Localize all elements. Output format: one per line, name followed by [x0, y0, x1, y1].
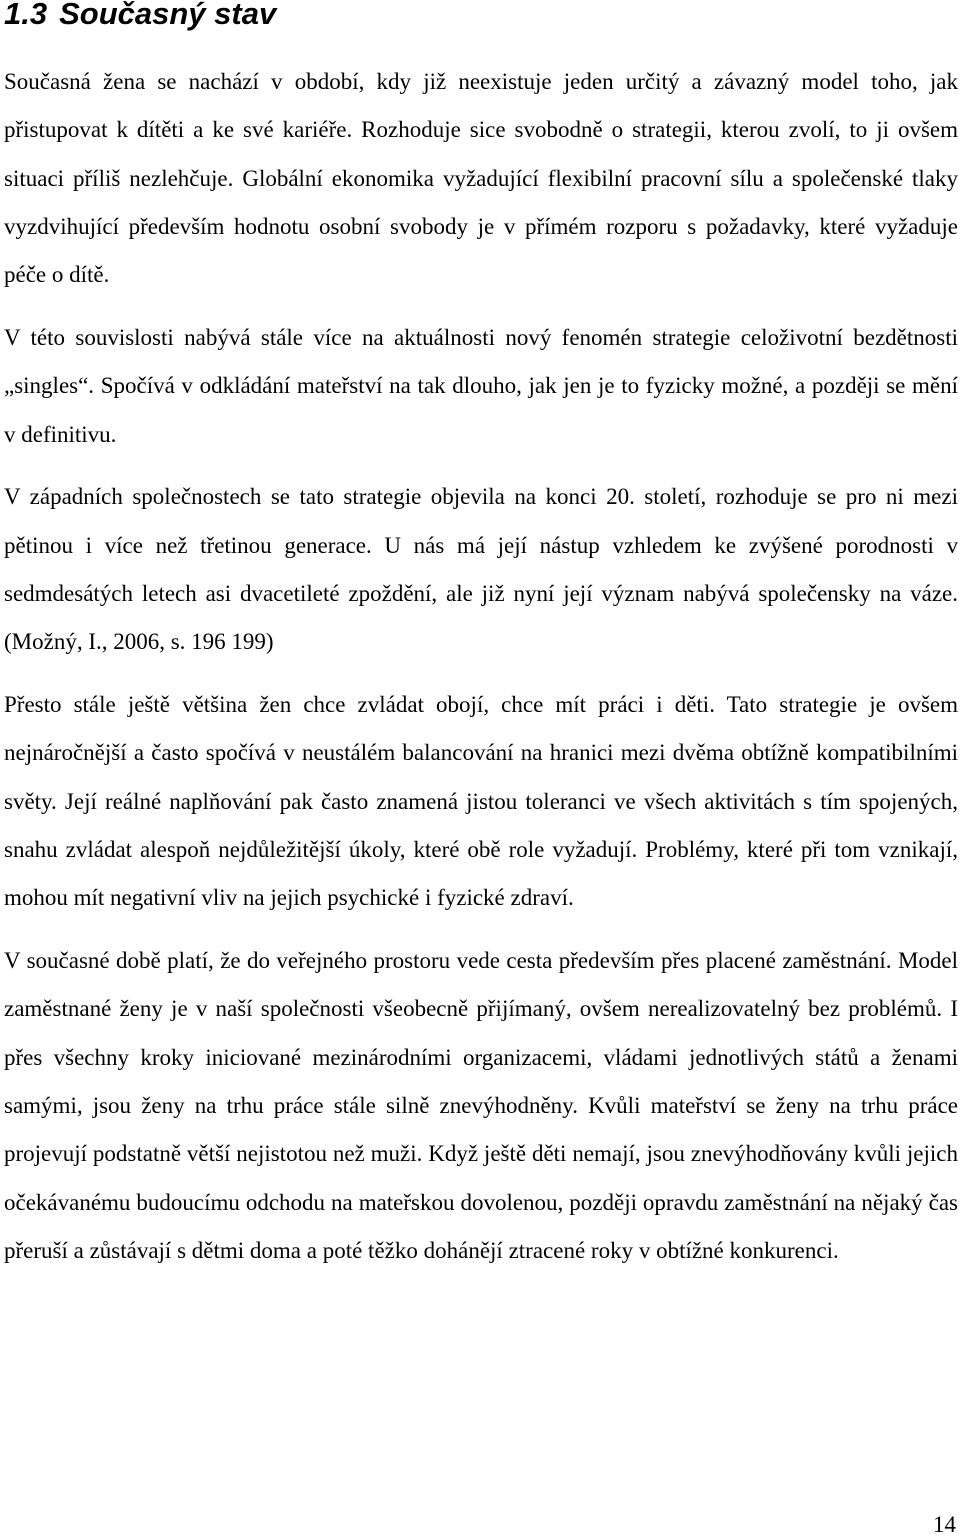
paragraph-2: V této souvislosti nabývá stále více na aktuálnosti nový fenomén strategie celoživotní bezdětnosti „singles“. Spočívá v odkládání mateřství na tak dlouho, jak jen je to fyzicky možné, a později se mění v definitivu.	[4, 324, 958, 447]
body-text	[4, 58, 958, 1290]
paragraph-5: V současné době platí, že do veřejného prostoru vede cesta především přes placené zaměstnání. Model zaměstnané ženy je v naší společnosti všeobecně přijímaný, ovšem nerealizovatelný bez problémů. I přes všechny kroky iniciované mezinárodními organizacemi, vládami jednotlivých států a ženami samými, jsou ženy na trhu práce stále silně znevýhodněny. Kvůli mateřství se ženy na trhu práce projevují podstatně větší nejistotou než muži. Když ještě děti nemají, jsou znevýhodňovány kvůli jejich očekávanému budoucímu odchodu na mateřskou dovolenou, později opravdu zaměstnání na nějaký čas přeruší a zůstávají s dětmi doma a poté těžko dohánějí ztracené roky v obtížné konkurenci.	[4, 948, 958, 1263]
section-heading	[4, 0, 276, 36]
section-title: Současný stav	[59, 0, 277, 31]
page-number: 14	[933, 1512, 956, 1537]
section-number: 1.3	[4, 0, 48, 31]
paragraph-4: Přesto stále ještě většina žen chce zvládat obojí, chce mít práci i děti. Tato strategie je ovšem nejnáročnější a často spočívá v neustálém balancování na hranici mezi dvěma obtížně kompatibilními světy. Její reálné naplňování pak často znamená jistou toleranci ve všech aktivitách s tím spojených, snahu zvládat alespoň nejdůležitější úkoly, které obě role vyžadují. Problémy, které při tom vznikají, mohou mít negativní vliv na jejich psychické i fyzické zdraví.	[4, 692, 958, 911]
paragraph-1: Současná žena se nachází v období, kdy již neexistuje jeden určitý a závazný model toho, jak přistupovat k dítěti a ke své kariéře. Rozhoduje sice svobodně o strategii, kterou zvolí, to ji ovšem situaci příliš nezlehčuje. Globální ekonomika vyžadující flexibilní pracovní sílu a společenské tlaky vyzdvihující především hodnotu osobní svobody je v přímém rozporu s požadavky, které vyžaduje péče o dítě.	[4, 69, 958, 288]
paragraph-3: V západních společnostech se tato strategie objevila na konci 20. století, rozhoduje se pro ni mezi pětinou i více než třetinou generace. U nás má její nástup vzhledem ke zvýšené porodnosti v sedmdesátých letech asi dvacetileté zpoždění, ale již nyní její význam nabývá společensky na váze. (Možný, I., 2006, s. 196 199)	[4, 484, 958, 655]
